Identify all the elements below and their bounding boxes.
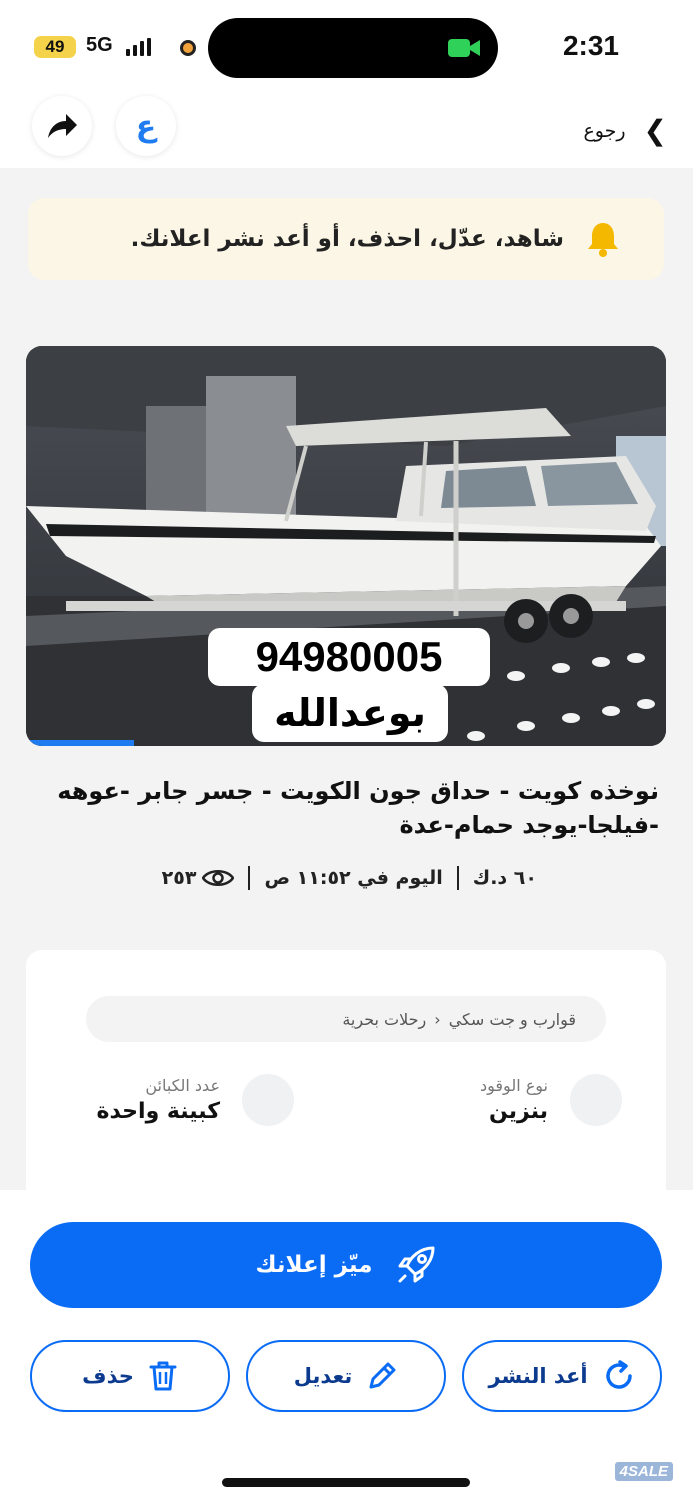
image-name-overlay: بوعدالله — [252, 684, 448, 742]
chevron-right-icon: ❯ — [643, 114, 667, 147]
recording-dot-icon — [180, 40, 196, 56]
fuel-icon — [570, 1074, 622, 1126]
notice-text: شاهد، عدّل، احذف، أو أعد نشر اعلانك. — [130, 226, 564, 252]
share-button[interactable] — [32, 96, 92, 156]
breadcrumb — [86, 996, 606, 1042]
chevron-left-icon: ‹ — [434, 1009, 441, 1029]
listing-price: ٦٠ د.ك — [472, 867, 537, 889]
breadcrumb-category[interactable]: قوارب و جت سكي — [448, 1009, 576, 1029]
listing-posted-time: اليوم في ١١:٥٢ ص — [264, 867, 443, 889]
top-nav — [0, 92, 693, 168]
meta-divider — [457, 866, 459, 890]
watermark: 4SALE — [615, 1462, 673, 1481]
action-sheet — [0, 1190, 693, 1500]
attribute-fuel-type — [480, 1074, 622, 1126]
refresh-icon — [602, 1359, 636, 1393]
views-count: ٢٥٣ — [161, 867, 197, 889]
signal-icon — [126, 38, 151, 56]
back-button[interactable] — [583, 114, 667, 147]
home-indicator[interactable] — [222, 1478, 470, 1487]
repost-button[interactable] — [462, 1340, 662, 1412]
promote-label: ميّز إعلانك — [255, 1252, 373, 1278]
manage-ad-notice — [28, 198, 664, 280]
camera-icon — [448, 38, 480, 58]
attribute-value: كبينة واحدة — [96, 1099, 220, 1124]
clock: 2:31 — [562, 30, 619, 61]
attribute-label: نوع الوقود — [480, 1076, 548, 1095]
attribute-cabins — [96, 1074, 294, 1126]
delete-button[interactable] — [30, 1340, 230, 1412]
dynamic-island — [208, 18, 498, 78]
image-phone-overlay: 94980005 — [208, 628, 490, 686]
edit-button[interactable] — [246, 1340, 446, 1412]
meta-divider — [248, 866, 250, 890]
battery-indicator: 49 — [34, 36, 76, 58]
attribute-label: عدد الكبائن — [145, 1076, 220, 1095]
network-type: 5G — [86, 34, 113, 56]
rocket-icon — [395, 1244, 437, 1286]
share-icon — [46, 112, 78, 140]
details-card — [26, 950, 666, 1210]
delete-label: حذف — [82, 1364, 134, 1388]
promote-ad-button[interactable] — [30, 1222, 662, 1308]
cabin-icon — [242, 1074, 294, 1126]
listing-title: نوخذه كويت - حداق جون الكويت - جسر جابر -عوهه -فيلجا-يوجد حمام-عدة — [57, 777, 659, 839]
language-toggle-button[interactable]: ع — [116, 96, 176, 156]
status-bar — [0, 0, 693, 92]
listing-meta — [162, 866, 537, 890]
attribute-value: بنزين — [489, 1099, 548, 1124]
bell-icon — [586, 221, 620, 257]
repost-label: أعد النشر — [488, 1364, 588, 1388]
breadcrumb-subcategory[interactable]: رحلات بحرية — [342, 1009, 427, 1029]
pencil-icon — [366, 1360, 398, 1392]
trash-icon — [148, 1360, 178, 1392]
listing-views — [162, 867, 235, 889]
eye-icon — [202, 868, 234, 888]
back-label: رجوع — [583, 119, 626, 142]
edit-label: تعديل — [293, 1364, 353, 1388]
